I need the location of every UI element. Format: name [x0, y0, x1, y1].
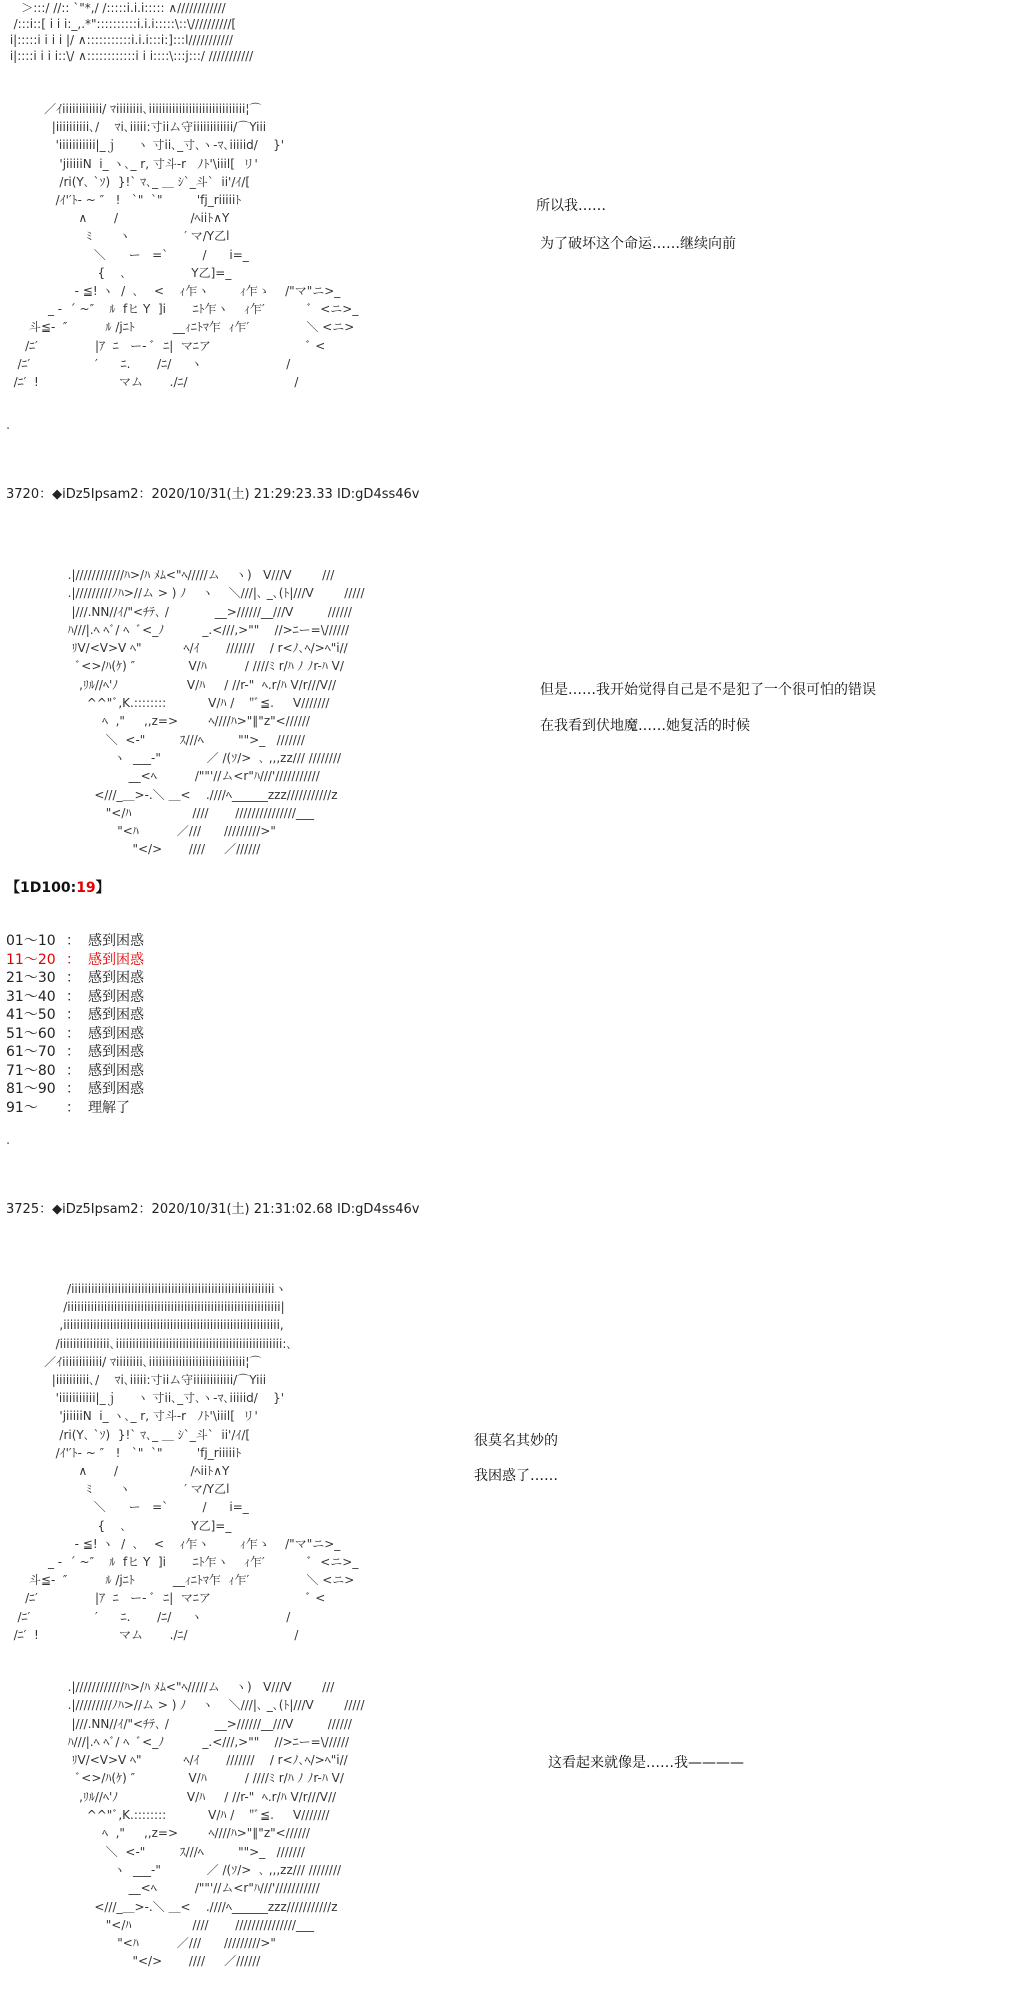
- ascii-art-character-4: .|////////////ﾊ>/ﾊ ﾒﾑ<"ﾍ/////ム ヽ) V///V /// .|/////////ﾉﾊ>//ム > ) ﾉ ヽ ＼///|､ _､(ﾄ|///V ///// |///.NN//ｲ/"<ﾁﾃ､ / __>//////__///V ////// ﾊ///|.ﾍ ﾍﾞ/ ﾍ ﾞ<_ﾉ _.<///,>"" //>ﾆー=\////// ﾘV/<V>V ﾍ" ﾍ/ｲ /////// / r<ﾉ､ﾍ/>ﾍ"i// ﾞ<>/ﾊ(ｹ) ″ V/ﾊ / ////ﾐ r/ﾊ ﾉ ﾉr-ﾊ V/ ,ﾘﾙ//ﾍ'ﾉ V/ﾊ / //r-" ﾍ.r/ﾊ V/r///V// ^^"ﾞ,K.:::::::: V/ﾊ / "ﾞ≦. V/////// ﾍ ," ,,z=> ﾍ////ﾊ>"∥"z"<////// ＼ <-" ｽ///ﾍ "">_ /////// ヽ ___-" ／ /(ｿ/> ､ ,,,zz/// //////// __<ﾍ /""'//ム<r"ﾊ///'/////////// <///_＿>-.＼ ＿< .////ﾍ______zzz///////////z "</ﾊ //// ///////////////___ "<ﾊ ／/// /////////>" "</> //// ／//////: [67, 1680, 365, 1969]
- dice-separator: ：: [66, 951, 80, 968]
- dice-separator: ：: [66, 1044, 80, 1060]
- dice-table-row: [6, 969, 144, 988]
- dice-outcome-label: 感到困惑: [88, 1007, 144, 1023]
- dice-outcome-label: 感到困惑: [88, 1062, 144, 1079]
- dice-range: 31～40: [6, 988, 56, 1005]
- dice-range: 21～30: [6, 970, 56, 986]
- dialogue-line: 但是……我开始觉得自己是不是犯了一个很可怕的错误: [540, 682, 876, 698]
- dice-table-row: [6, 932, 144, 951]
- dice-table-row: [6, 1025, 144, 1044]
- dice-separator: ：: [66, 1062, 80, 1079]
- dice-range: 51～60: [6, 1025, 56, 1042]
- dice-range: 61～70: [6, 1044, 56, 1060]
- dice-separator: ：: [66, 933, 80, 949]
- dice-range: 01～10: [6, 933, 56, 949]
- dice-outcome-label: 感到困惑: [88, 1044, 144, 1060]
- dice-range: 71～80: [6, 1062, 56, 1079]
- dialogue-line: 在我看到伏地魔……她复活的时候: [540, 718, 750, 734]
- dice-table-row: [6, 951, 144, 970]
- dice-table-row: [6, 1043, 144, 1062]
- separator-dot: .: [6, 1133, 11, 1148]
- dialogue-line: 很莫名其妙的: [474, 1433, 558, 1449]
- dice-separator: ：: [66, 1007, 80, 1023]
- dice-separator: ：: [66, 1025, 80, 1042]
- dialogue-line: 这看起来就像是……我————: [548, 1755, 744, 1771]
- dice-outcome-label: 感到困惑: [88, 970, 144, 986]
- dice-value: 19: [76, 880, 96, 896]
- ascii-art-character-2: .|////////////ﾊ>/ﾊ ﾒﾑ<"ﾍ/////ム ヽ) V///V /// .|/////////ﾉﾊ>//ム > ) ﾉ ヽ ＼///|､ _､(ﾄ|///V ///// |///.NN//ｲ/"<ﾁﾃ､ / __>//////__///V ////// ﾊ///|.ﾍ ﾍﾞ/ ﾍ ﾞ<_ﾉ _.<///,>"" //>ﾆー=\////// ﾘV/<V>V ﾍ" ﾍ/ｲ /////// / r<ﾉ､ﾍ/>ﾍ"i// ﾞ<>/ﾊ(ｹ) ″ V/ﾊ / ////ﾐ r/ﾊ ﾉ ﾉr-ﾊ V/ ,ﾘﾙ//ﾍ'ﾉ V/ﾊ / //r-" ﾍ.r/ﾊ V/r///V// ^^"ﾞ,K.:::::::: V/ﾊ / "ﾞ≦. V/////// ﾍ ," ,,z=> ﾍ////ﾊ>"∥"z"<////// ＼ <-" ｽ///ﾍ "">_ /////// ヽ ___-" ／ /(ｿ/> ､ ,,,zz/// //////// __<ﾍ /""'//ム<r"ﾊ///'/////////// <///_＿>-.＼ ＿< .////ﾍ______zzz///////////z "</ﾊ //// ///////////////___ "<ﾊ ／/// /////////>" "</> //// ／//////: [67, 568, 365, 857]
- dialogue-line: 为了破坏这个命运……继续向前: [540, 236, 736, 252]
- ascii-art-top: ＞:::/ //:: `"*,/ /:::::i.i.i::::: ∧//////////// /:::i::[ i i i:_,.*"::::::::::i.i.i:::::\::\//////////[ i|:::::i i i i |/ ∧:::::::::::i.i.i:::i:]:::l/////////// i|::::i i i i::\/ ∧::::::::::::i i i::::\:::j:::/ ///////////: [9, 1, 254, 63]
- dice-table-row: [6, 1080, 144, 1099]
- dice-table-row: [6, 1099, 144, 1118]
- dice-outcome-label: 感到困惑: [88, 988, 144, 1005]
- dice-table-row: [6, 1062, 144, 1081]
- dice-outcome-table: [6, 932, 144, 1117]
- dice-outcome-label: 理解了: [88, 1099, 130, 1116]
- dice-separator: ：: [66, 988, 80, 1005]
- dice-outcome-label: 感到困惑: [88, 933, 144, 949]
- post-header: 3725：◆iDz5Ipsam2：2020/10/31(土) 21:31:02.68 ID:gD4ss46v: [6, 1202, 420, 1217]
- ascii-art-character-3: /iiiiiiiiiiiiiiiiiiiiiiiiiiiiiiiiiiiiiiiiiiiiiiiiiiiiiiiiiiiiiヽ /iiiiiiiiiiiiiiiiiiiiiiiiiiiiiiiiiiiiiiiiiiiiiiiiiiiiiiiiiiiiiiii| ,iiiiiiiiiiiiiiiiiiiiiiiiiiiiiiiiiiiiiiiiiiiiiiiiiiiiiiiiiiiiiiiii, /iiiiiiiiiiiiiii､iiiiiiiiiiiiiiiiiiiiiiiiiiiiiiiiiiiiiiiiiiiiiiiiii:､ ／ｲiiiiiiiiiiii/ ﾏiiiiiiii､iiiiiiiiiiiiiiiiiiiiiiiiiiiii¦⌒ |iiiiiiiiii､/ ﾏi､iiiii:寸iiム守iiiiiiiiiiii/⌒Yiii 'iiiiiiiiiii|_ｊ ヽ 寸ii､_寸､ヽ-ﾏ､iiiiid/ }' 'jiiiiiN i_ ヽ､_ r, 寸斗-r ﾉﾄ'\iiil[ リ' /ri(Y､ `ｿ) }!` ﾏ､_ ＿ ｼ`_斗` ii'/ｲ/[ /ｲ'′ﾄ‐ ~ ″ ! `" `" 'fj_riiiiiﾄ ∧ / /ﾍiiﾄ∧Y ﾐ ヽ ′ マ/Y乙l ＼ ー =` / i=_ { ､ Y乙]=_ - ≦! ヽ / ､ < ｨ乍ヽ ｨ乍ゝ /"マ"ニ>_ _ - ´ ~″ ﾙ fヒ Y ]i ﾆﾄ乍ヽ ｨ乍′ ﾞ <ニ>_ 斗≦- ″ ﾙ /jﾆﾄ __ｨﾆﾄﾏ乍 ｨ乍′ ＼ <ニ> /ﾆ′ |ｱ ﾆ ー‐ ﾞ ﾆ| マﾆア ﾞ < /ﾆ′ ′ ﾆ. /ﾆ/ ヽ / /ﾆ′ ! マム ./ﾆ/ /: [13, 1282, 359, 1642]
- dialogue-line: 我困惑了……: [474, 1468, 558, 1484]
- dice-table-row: [6, 988, 144, 1007]
- post-header: 3720：◆iDz5Ipsam2：2020/10/31(土) 21:29:23.33 ID:gD4ss46v: [6, 487, 420, 502]
- dice-outcome-label: 感到困惑: [88, 1081, 144, 1097]
- dice-separator: ：: [66, 970, 80, 986]
- dialogue-line: 所以我……: [536, 198, 606, 214]
- dice-range: 11～20: [6, 951, 56, 968]
- dice-roll-result: [6, 877, 110, 897]
- dice-separator: ：: [66, 1099, 80, 1116]
- dice-range: 81～90: [6, 1081, 56, 1097]
- dice-outcome-label: 感到困惑: [88, 951, 144, 968]
- dice-table-row: [6, 1006, 144, 1025]
- ascii-art-character-1: ／ｲiiiiiiiiiiii/ ﾏiiiiiiii､iiiiiiiiiiiiiiiiiiiiiiiiiiiii¦⌒ |iiiiiiiiii､/ ﾏi､iiiii:寸iiム守iiiiiiiiiiii/⌒Yiii 'iiiiiiiiiii|_ｊ ヽ 寸ii､_寸､ヽ-ﾏ､iiiiid/ }' 'jiiiiiN i_ ヽ､_ r, 寸斗-r ﾉﾄ'\iiil[ リ' /ri(Y､ `ｿ) }!` ﾏ､_ ＿ ｼ`_斗` ii'/ｲ/[ /ｲ'′ﾄ‐ ~ ″ ! `" `" 'fj_riiiiiﾄ ∧ / /ﾍiiﾄ∧Y ﾐ ヽ ′ マ/Y乙l ＼ ー =` / i=_ { ､ Y乙]=_ - ≦! ヽ / ､ < ｨ乍ヽ ｨ乍ゝ /"マ"ニ>_ _ - ´ ~″ ﾙ fヒ Y ]i ﾆﾄ乍ヽ ｨ乍′ ﾞ <ニ>_ 斗≦- ″ ﾙ /jﾆﾄ __ｨﾆﾄﾏ乍 ｨ乍′ ＼ <ニ> /ﾆ′ |ｱ ﾆ ー‐ ﾞ ﾆ| マﾆア ﾞ < /ﾆ′ ′ ﾆ. /ﾆ/ ヽ / /ﾆ′ ! マム ./ﾆ/ /: [13, 102, 359, 390]
- dice-separator: ：: [66, 1081, 80, 1097]
- dice-range: 41～50: [6, 1007, 56, 1023]
- dice-range: 91～: [6, 1099, 38, 1116]
- dice-bracket: 】: [95, 880, 110, 896]
- dice-label: 【1D100:: [6, 880, 77, 896]
- separator-dot: .: [6, 418, 11, 433]
- dice-outcome-label: 感到困惑: [88, 1025, 144, 1042]
